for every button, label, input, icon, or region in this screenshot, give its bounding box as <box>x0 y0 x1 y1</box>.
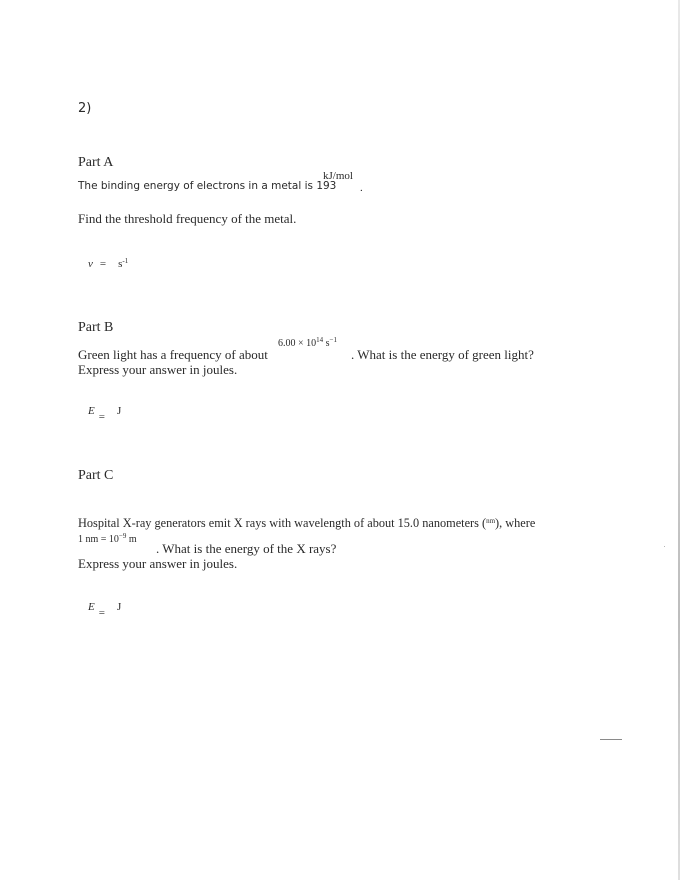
part-a-prompt: Find the threshold frequency of the metal. <box>78 211 297 226</box>
part-b-instruction: Express your answer in joules. <box>78 362 238 377</box>
answer-unit: J <box>116 405 122 417</box>
part-c-answer-row <box>88 597 122 619</box>
statement-text-end: ), where <box>495 516 536 530</box>
nu-symbol: ν <box>88 258 93 270</box>
part-b-frequency <box>278 336 337 349</box>
part-b-statement: Green light has a frequency of about <box>78 347 268 362</box>
answer-unit: J <box>116 601 122 613</box>
part-b-label: Part B <box>78 320 114 335</box>
energy-symbol: E <box>88 405 95 417</box>
nm-symbol: nm <box>486 517 496 525</box>
conversion-left: 1 nm = 10 <box>78 534 119 545</box>
part-c-question: . What is the energy of the X rays? <box>156 541 337 556</box>
part-a-statement: The binding energy of electrons in a metal is 193 <box>78 180 337 192</box>
part-a-answer-row <box>88 254 128 272</box>
scan-dot <box>664 546 665 547</box>
equals-sign: = <box>99 258 107 270</box>
part-c-label: Part C <box>78 468 114 483</box>
part-b-answer-row <box>88 401 122 423</box>
frequency-unit-exponent: −1 <box>329 336 337 344</box>
part-c-conversion <box>78 532 137 545</box>
scan-mark <box>600 739 622 740</box>
answer-unit: s <box>118 258 123 270</box>
statement-text: Hospital X-ray generators emit X rays with wavelength of about 15.0 nanometers ( <box>78 516 487 530</box>
part-a-unit: kJ/mol <box>323 170 353 182</box>
frequency-mantissa: 6.00 × 10 <box>278 338 317 349</box>
part-a-period: . <box>360 182 363 194</box>
frequency-unit: s <box>325 338 330 349</box>
conversion-exponent: −9 <box>118 532 127 540</box>
part-c-statement <box>78 516 535 531</box>
equals-sign: = <box>98 411 105 423</box>
part-b-question: . What is the energy of green light? <box>351 347 534 362</box>
frequency-exponent: 14 <box>316 336 324 344</box>
conversion-unit: m <box>128 534 137 545</box>
answer-unit-exponent: -1 <box>122 257 129 265</box>
part-a-label: Part A <box>78 155 114 170</box>
part-c-instruction: Express your answer in joules. <box>78 556 238 571</box>
energy-symbol: E <box>88 601 95 613</box>
equals-sign: = <box>98 607 105 619</box>
question-number: 2) <box>78 101 92 116</box>
